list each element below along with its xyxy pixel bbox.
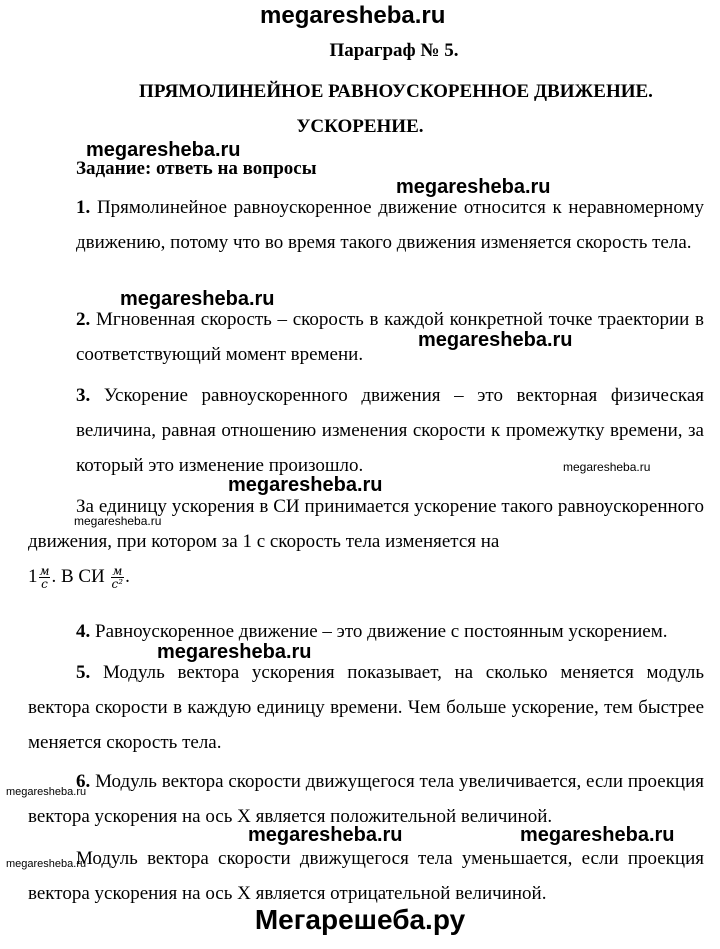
- answer-text: Ускорение равноускоренного движения – это векторная физическая величина, равная отношению изменения скорости к промежутку времени, за который это изменение произошло.: [76, 385, 705, 476]
- unit-line: [28, 559, 130, 594]
- answer-6: [28, 764, 704, 834]
- watermark: megaresheba.ru: [396, 176, 551, 198]
- answer-number: 2.: [76, 309, 91, 330]
- page-title-line2: УСКОРЕНИЕ.: [296, 116, 424, 137]
- answer-1: [76, 190, 704, 260]
- answer-text: Модуль вектора скорости движущегося тела уменьшается, если проекция вектора ускорения на ось Х является отрицательной величиной.: [28, 848, 704, 904]
- frac-denominator: с: [41, 577, 48, 592]
- unit-fraction-ms2: [111, 565, 125, 590]
- answer-text: Модуль вектора скорости движущегося тела увеличивается, если проекция вектора ускорения на ось Х является положительной величиной.: [28, 771, 705, 827]
- paragraph-heading: Параграф № 5.: [329, 40, 459, 61]
- unit-fraction-ms: [39, 565, 51, 590]
- footer-watermark: Мегарешеба.ру: [254, 904, 466, 935]
- answer-5: [28, 655, 704, 760]
- answer-text: Мгновенная скорость – скорость в каждой конкретной точке траектории в соответствующий момент времени.: [76, 309, 704, 365]
- answer-number: 4.: [76, 621, 91, 642]
- answer-number: 6.: [76, 771, 91, 792]
- answer-text: Модуль вектора ускорения показывает, на сколько меняется модуль вектора скорости в каждую единицу времени. Чем больше ускорение, тем быстрее меняется скорость тела.: [28, 662, 704, 753]
- answer-number: 5.: [76, 662, 91, 683]
- frac-numerator: м: [39, 564, 50, 579]
- answer-text: Равноускоренное движение – это движение с постоянным ускорением.: [95, 621, 668, 642]
- page-title-line1: ПРЯМОЛИНЕЙНОЕ РАВНОУСКОРЕННОЕ ДВИЖЕНИЕ.: [139, 81, 653, 102]
- watermark: megaresheba.ru: [248, 824, 403, 846]
- watermark: megaresheba.ru: [520, 824, 675, 846]
- watermark: megaresheba.ru: [228, 474, 383, 496]
- watermark: megaresheba.ru: [6, 858, 87, 870]
- watermark: megaresheba.ru: [86, 139, 241, 161]
- frac-denominator: с²: [111, 577, 124, 592]
- answer-4: [76, 614, 704, 649]
- frac-numerator: м: [112, 564, 123, 579]
- unit-prefix: 1: [28, 566, 38, 587]
- answer-text: За единицу ускорения в СИ принимается ускорение такого равноускоренного движения, при котором за 1 с скорость тела изменяется на: [28, 496, 704, 552]
- answer-3-unit: [28, 489, 704, 594]
- watermark-top: megaresheba.ru: [260, 2, 446, 29]
- answer-3: [76, 378, 704, 483]
- watermark: megaresheba.ru: [563, 460, 651, 474]
- answer-2: [76, 302, 704, 372]
- watermark: megaresheba.ru: [120, 288, 275, 310]
- answer-6-second: [28, 841, 704, 911]
- watermark: megaresheba.ru: [74, 514, 162, 528]
- unit-end: .: [125, 566, 130, 587]
- unit-mid: . В СИ: [51, 566, 105, 587]
- watermark: megaresheba.ru: [418, 329, 573, 351]
- watermark: megaresheba.ru: [6, 786, 87, 798]
- answer-text: Прямолинейное равноускоренное движение относится к неравномерному движению, потому что во время такого движения изменяется скорость тела.: [76, 197, 705, 253]
- watermark: megaresheba.ru: [157, 641, 312, 663]
- answer-number: 3.: [76, 385, 91, 406]
- answer-number: 1.: [76, 197, 91, 218]
- task-heading: Задание: ответь на вопросы: [76, 158, 317, 179]
